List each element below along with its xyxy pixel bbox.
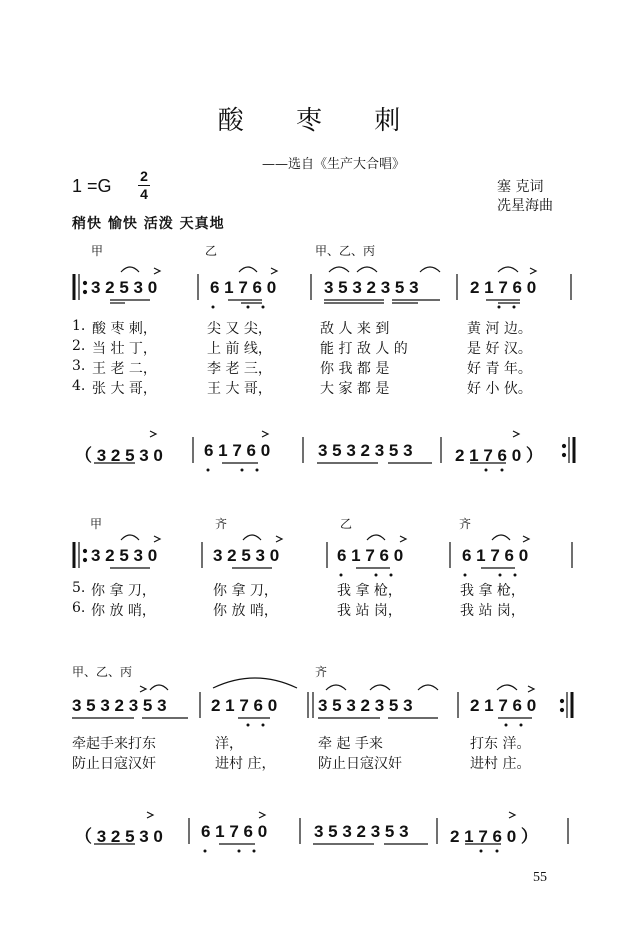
measure: 3 5 3 2 3 5 3 bbox=[72, 696, 167, 715]
barlines-system-4 bbox=[72, 678, 572, 718]
lyric: 好 青 年。 bbox=[467, 361, 532, 377]
part-label: 乙 bbox=[205, 244, 218, 258]
measure: 3 5 3 2 3 5 3 bbox=[314, 822, 409, 841]
lyric: 我 站 岗， bbox=[460, 603, 525, 619]
measure: 6 1 7 6 0 bbox=[337, 546, 404, 565]
measure: 3 2 5 3 0 bbox=[213, 546, 280, 565]
measure: 3 5 3 2 3 5 3 bbox=[324, 278, 419, 297]
lyric: 牵起手来打东 bbox=[72, 736, 156, 752]
lyric: 洋， bbox=[215, 736, 243, 752]
page-number: 55 bbox=[533, 870, 547, 885]
lyric: 你 拿 刀， bbox=[213, 583, 278, 599]
measure: 6 1 7 6 0 bbox=[204, 441, 271, 460]
song-title: 酸 枣 刺 bbox=[217, 106, 423, 136]
verse-number: 2. bbox=[72, 338, 86, 354]
slurs-system-1 bbox=[121, 267, 536, 274]
lyric: 打东 洋。 bbox=[470, 736, 531, 752]
verse-number: 6. bbox=[72, 600, 86, 616]
lyric: 我 站 岗， bbox=[337, 603, 402, 619]
key-signature: 1 =G bbox=[72, 176, 112, 196]
lyric: 能 打 敌 人 的 bbox=[320, 341, 408, 357]
octave-dots bbox=[204, 306, 523, 853]
verse-number: 4. bbox=[72, 378, 86, 394]
part-label: 齐 bbox=[459, 517, 472, 531]
part-label: 甲 bbox=[91, 244, 104, 258]
part-label: 齐 bbox=[315, 665, 328, 679]
lyric: 进村 庄， bbox=[215, 756, 276, 772]
lyric: 敌 人 来 到 bbox=[320, 321, 390, 337]
lyric: 你 放 哨， bbox=[91, 603, 156, 619]
measure: （ 3 2 5 3 0 bbox=[75, 827, 163, 846]
part-label: 甲 bbox=[90, 517, 103, 531]
lyric: 酸 枣 刺， bbox=[92, 321, 157, 337]
lyric: 大 家 都 是 bbox=[320, 381, 390, 397]
lyric: 李 老 三， bbox=[207, 361, 272, 377]
barlines-system-5 bbox=[94, 812, 568, 844]
measure: 3 5 3 2 3 5 3 bbox=[318, 441, 413, 460]
lyric: 牵 起 手来 bbox=[318, 736, 383, 752]
tempo-marking: 稍快 愉快 活泼 天真地 bbox=[72, 216, 225, 232]
measure: 6 1 7 6 0 bbox=[201, 822, 268, 841]
verse-number: 3. bbox=[72, 358, 86, 374]
time-signature-top: 2 bbox=[140, 168, 148, 184]
lyric: 你 放 哨， bbox=[213, 603, 278, 619]
composer: 冼星海曲 bbox=[497, 198, 553, 214]
measure: （ 3 2 5 3 0 bbox=[75, 446, 163, 465]
measure: 6 1 7 6 0 bbox=[462, 546, 529, 565]
lyric: 王 大 哥， bbox=[207, 381, 272, 397]
barlines-system-3 bbox=[74, 535, 572, 568]
beams-system-1 bbox=[110, 300, 520, 303]
lyric: 进村 庄。 bbox=[470, 756, 531, 772]
lyric: 好 小 伙。 bbox=[467, 381, 532, 397]
part-label: 齐 bbox=[215, 517, 228, 531]
lyric: 你 我 都 是 bbox=[320, 361, 390, 377]
lyricist: 塞 克词 bbox=[497, 179, 544, 195]
part-label: 甲、乙、丙 bbox=[72, 665, 133, 679]
measure: 2 1 7 6 0 bbox=[470, 278, 537, 297]
lyric: 当 壮 丁， bbox=[92, 341, 157, 357]
barlines-system-2 bbox=[94, 431, 574, 463]
lyric: 王 老 二， bbox=[92, 361, 157, 377]
lyric: 黄 河 边。 bbox=[467, 321, 532, 337]
lyric: 我 拿 枪， bbox=[460, 583, 525, 599]
lyric: 张 大 哥， bbox=[92, 381, 157, 397]
lyric: 尖 又 尖， bbox=[207, 321, 272, 337]
song-source: ——选自《生产大合唱》 bbox=[262, 157, 406, 172]
part-label: 乙 bbox=[340, 517, 353, 531]
lyric: 我 拿 枪， bbox=[337, 583, 402, 599]
lyric: 你 拿 刀， bbox=[91, 583, 156, 599]
lyric: 上 前 线， bbox=[207, 341, 272, 357]
barlines-system-1 bbox=[74, 274, 571, 300]
measure: 2 1 7 6 0 bbox=[211, 696, 278, 715]
lyric: 是 好 汉。 bbox=[467, 341, 532, 357]
measure: 2 1 7 6 0 ） bbox=[455, 446, 543, 465]
part-label: 甲、乙、丙 bbox=[315, 244, 376, 258]
measure: 3 2 5 3 0 bbox=[91, 278, 158, 297]
measure: 2 1 7 6 0 bbox=[470, 696, 537, 715]
measure: 6 1 7 6 0 bbox=[210, 278, 277, 297]
lyric: 防止日寇汉奸 bbox=[72, 756, 156, 772]
measure: 3 2 5 3 0 bbox=[91, 546, 158, 565]
lyric: 防止日寇汉奸 bbox=[318, 756, 402, 772]
verse-number: 5. bbox=[72, 580, 86, 596]
measure: 3 5 3 2 3 5 3 bbox=[318, 696, 413, 715]
measure: 2 1 7 6 0 ） bbox=[450, 827, 538, 846]
verse-number: 1. bbox=[72, 318, 86, 334]
time-signature-bottom: 4 bbox=[140, 186, 148, 202]
